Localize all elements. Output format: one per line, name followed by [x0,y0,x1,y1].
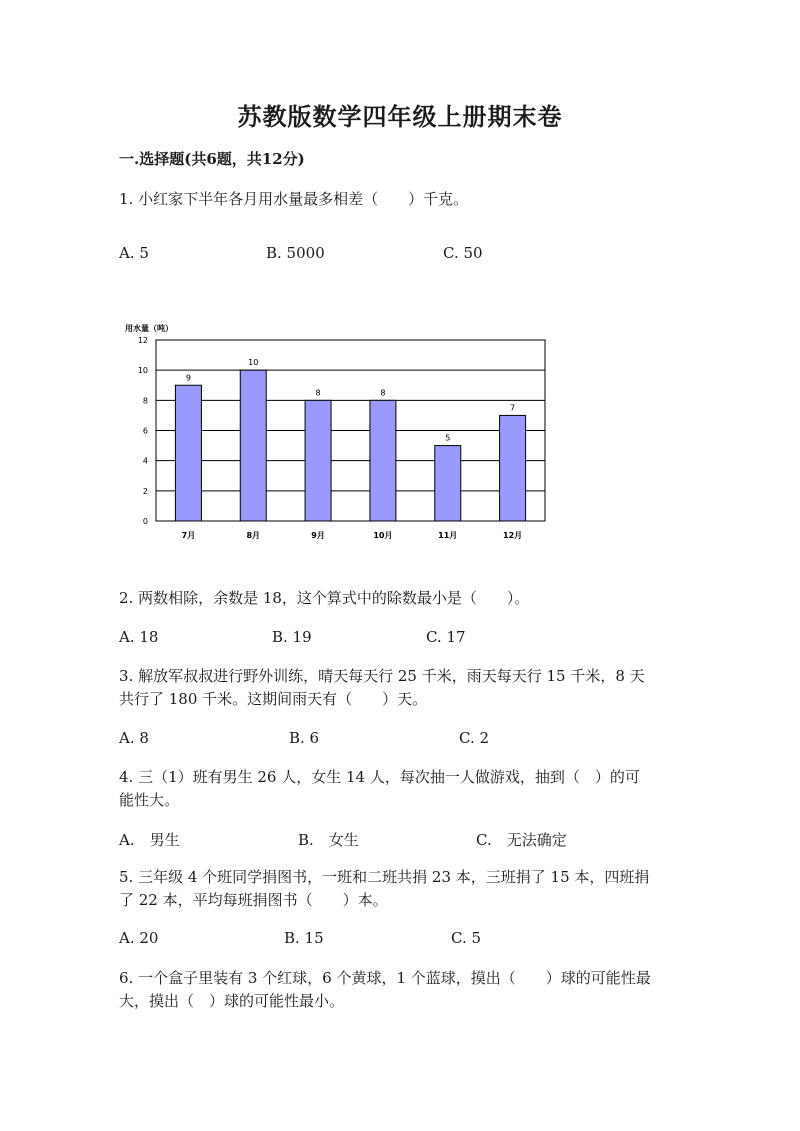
chart-ylabel: 用水量（吨） [125,324,173,333]
chart-data-label: 7 [510,403,516,413]
q2-option-b: B. 19 [272,628,312,646]
chart-ytick-label: 0 [142,517,148,526]
q2-option-c: C. 17 [426,628,466,646]
q4-option-a: A. 男生 [119,831,180,849]
q2-option-a: A. 18 [119,628,159,646]
q1-option-b: B. 5000 [266,244,325,262]
chart-ytick-label: 2 [142,486,148,496]
q4-option-c: C. 无法确定 [476,831,567,849]
question-6-stem-line-1: 6. 一个盒子里装有 3 个红球，6 个黄球，1 个蓝球，摸出（ ）球的可能性最 [119,969,651,987]
q1-option-a: A. 5 [119,244,149,262]
question-5-stem-line-1: 5. 三年级 4 个班同学捐图书，一班和二班共捐 23 本，三班捐了 15 本，四班捐 [119,868,650,886]
chart-xtick-label: 10月 [373,531,393,540]
question-3-stem-line-1: 3. 解放军叔叔进行野外训练，晴天每天行 25 千米，雨天每天行 15 千米，8 天 [119,667,645,685]
chart-bar [240,370,266,521]
section-heading: 一.选择题(共6题，共12分) [119,150,305,168]
chart-ytick-label: 10 [137,366,148,376]
chart-xtick-label: 9月 [311,531,325,540]
question-4-stem-line-1: 4. 三（1）班有男生 26 人，女生 14 人，每次抽一人做游戏，抽到（ ）的可 [119,768,640,786]
chart-bar [370,400,396,521]
q1-option-c: C. 50 [443,244,483,262]
chart-xtick-label: 11月 [438,531,458,540]
q5-option-b: B. 15 [284,929,324,947]
chart-ytick-label: 4 [142,456,148,466]
chart-bar [500,415,526,521]
question-2-stem: 2. 两数相除，余数是 18，这个算式中的除数最小是（ ）。 [119,589,530,607]
chart-data-label: 8 [380,388,386,398]
chart-bar [175,385,201,521]
question-5-stem-line-2: 了 22 本，平均每班捐图书（ ）本。 [119,891,388,909]
chart-bar [435,446,461,521]
chart-data-label: 9 [185,373,191,383]
chart-bar [305,400,331,521]
chart-data-label: 5 [445,433,451,443]
q3-option-b: B. 6 [289,729,320,747]
chart-ytick-label: 6 [142,426,148,436]
q5-option-a: A. 20 [119,929,159,947]
question-3-stem-line-2: 共行了 180 千米。这期间雨天有（ ）天。 [119,690,428,708]
question-6-stem-line-2: 大，摸出（ ）球的可能性最小。 [119,992,345,1010]
chart-xtick-label: 7月 [181,531,196,540]
chart-ytick-label: 8 [142,396,148,406]
q3-option-c: C. 2 [459,729,490,747]
page-title: 苏教版数学四年级上册期末卷 [237,102,563,131]
q3-option-a: A. 8 [119,729,149,747]
chart-ytick-label: 12 [137,336,148,345]
q4-option-b: B. 女生 [298,831,359,849]
water-usage-bar-chart [118,318,558,548]
chart-data-label: 10 [248,358,259,368]
chart-data-label: 8 [315,388,321,398]
q5-option-c: C. 5 [451,929,482,947]
chart-svg [118,318,558,548]
question-1-stem: 1. 小红家下半年各月用水量最多相差（ ）千克。 [119,190,469,208]
chart-xtick-label: 8月 [246,531,261,540]
question-4-stem-line-2: 能性大。 [119,791,180,809]
chart-xtick-label: 12月 [503,531,523,540]
